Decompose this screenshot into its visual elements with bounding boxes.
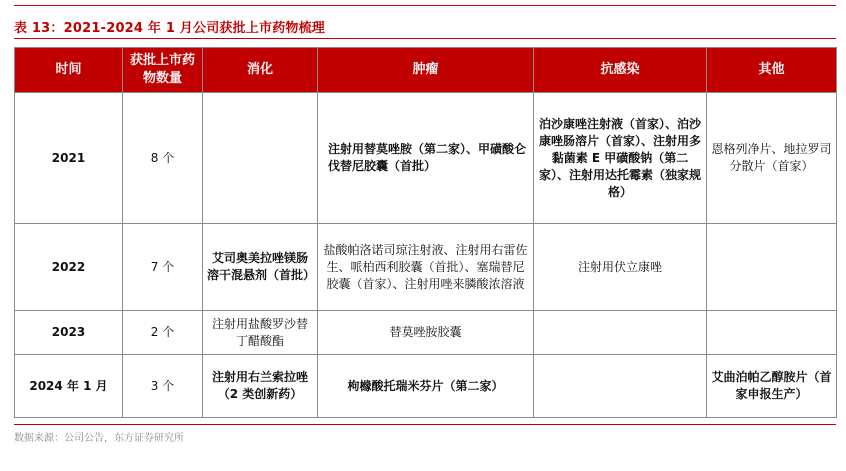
row-anti-infective	[534, 311, 707, 355]
table-row	[15, 355, 837, 418]
data-source-note: 数据来源：公司公告，东方证券研究所	[14, 433, 184, 444]
top-rule	[14, 5, 836, 6]
row-other: 恩格列净片、地拉罗司分散片（首家）	[707, 93, 837, 224]
row-anti-infective: 泊沙康唑注射液（首家）、泊沙康唑肠溶片（首家）、注射用多黏菌素 E 甲磺酸钠（第二家）、注射用达托霉素（独家规格）	[534, 93, 707, 224]
row-oncology: 盐酸帕洛诺司琼注射液、注射用右雷佐生、哌柏西利胶囊（首批）、塞瑞替尼胶囊（首家）、注射用唑来膦酸浓溶液	[318, 224, 534, 311]
header-time: 时间	[15, 48, 123, 93]
row-digestive: 艾司奥美拉唑镁肠溶干混悬剂（首批）	[203, 224, 318, 311]
row-other: 艾曲泊帕乙醇胺片（首家申报生产）	[707, 355, 837, 418]
row-count: 8 个	[123, 93, 203, 224]
footer-rule	[14, 424, 836, 425]
row-count: 2 个	[123, 311, 203, 355]
row-year: 2023	[15, 311, 123, 355]
table-header-row	[15, 48, 837, 93]
row-count: 7 个	[123, 224, 203, 311]
header-oncology: 肿瘤	[318, 48, 534, 93]
row-digestive: 注射用右兰索拉唑（2 类创新药）	[203, 355, 318, 418]
row-year: 2022	[15, 224, 123, 311]
row-digestive: 注射用盐酸罗沙替丁醋酸酯	[203, 311, 318, 355]
header-count: 获批上市药物数量	[123, 48, 203, 93]
header-other: 其他	[707, 48, 837, 93]
row-year: 2021	[15, 93, 123, 224]
row-oncology: 注射用替莫唑胺（第二家）、甲磺酸仑伐替尼胶囊（首批）	[318, 93, 534, 224]
table-row	[15, 224, 837, 311]
header-anti-infective: 抗感染	[534, 48, 707, 93]
table-row	[15, 93, 837, 224]
row-oncology: 替莫唑胺胶囊	[318, 311, 534, 355]
header-digestive: 消化	[203, 48, 318, 93]
row-anti-infective: 注射用伏立康唑	[534, 224, 707, 311]
row-oncology: 枸橼酸托瑞米芬片（第二家）	[318, 355, 534, 418]
table-row	[15, 311, 837, 355]
row-digestive	[203, 93, 318, 224]
drug-approval-table	[14, 47, 837, 418]
row-count: 3 个	[123, 355, 203, 418]
row-anti-infective	[534, 355, 707, 418]
row-year: 2024 年 1 月	[15, 355, 123, 418]
table-caption: 表 13：2021-2024 年 1 月公司获批上市药物梳理	[14, 21, 325, 36]
row-other	[707, 311, 837, 355]
row-other	[707, 224, 837, 311]
caption-rule	[14, 38, 836, 39]
